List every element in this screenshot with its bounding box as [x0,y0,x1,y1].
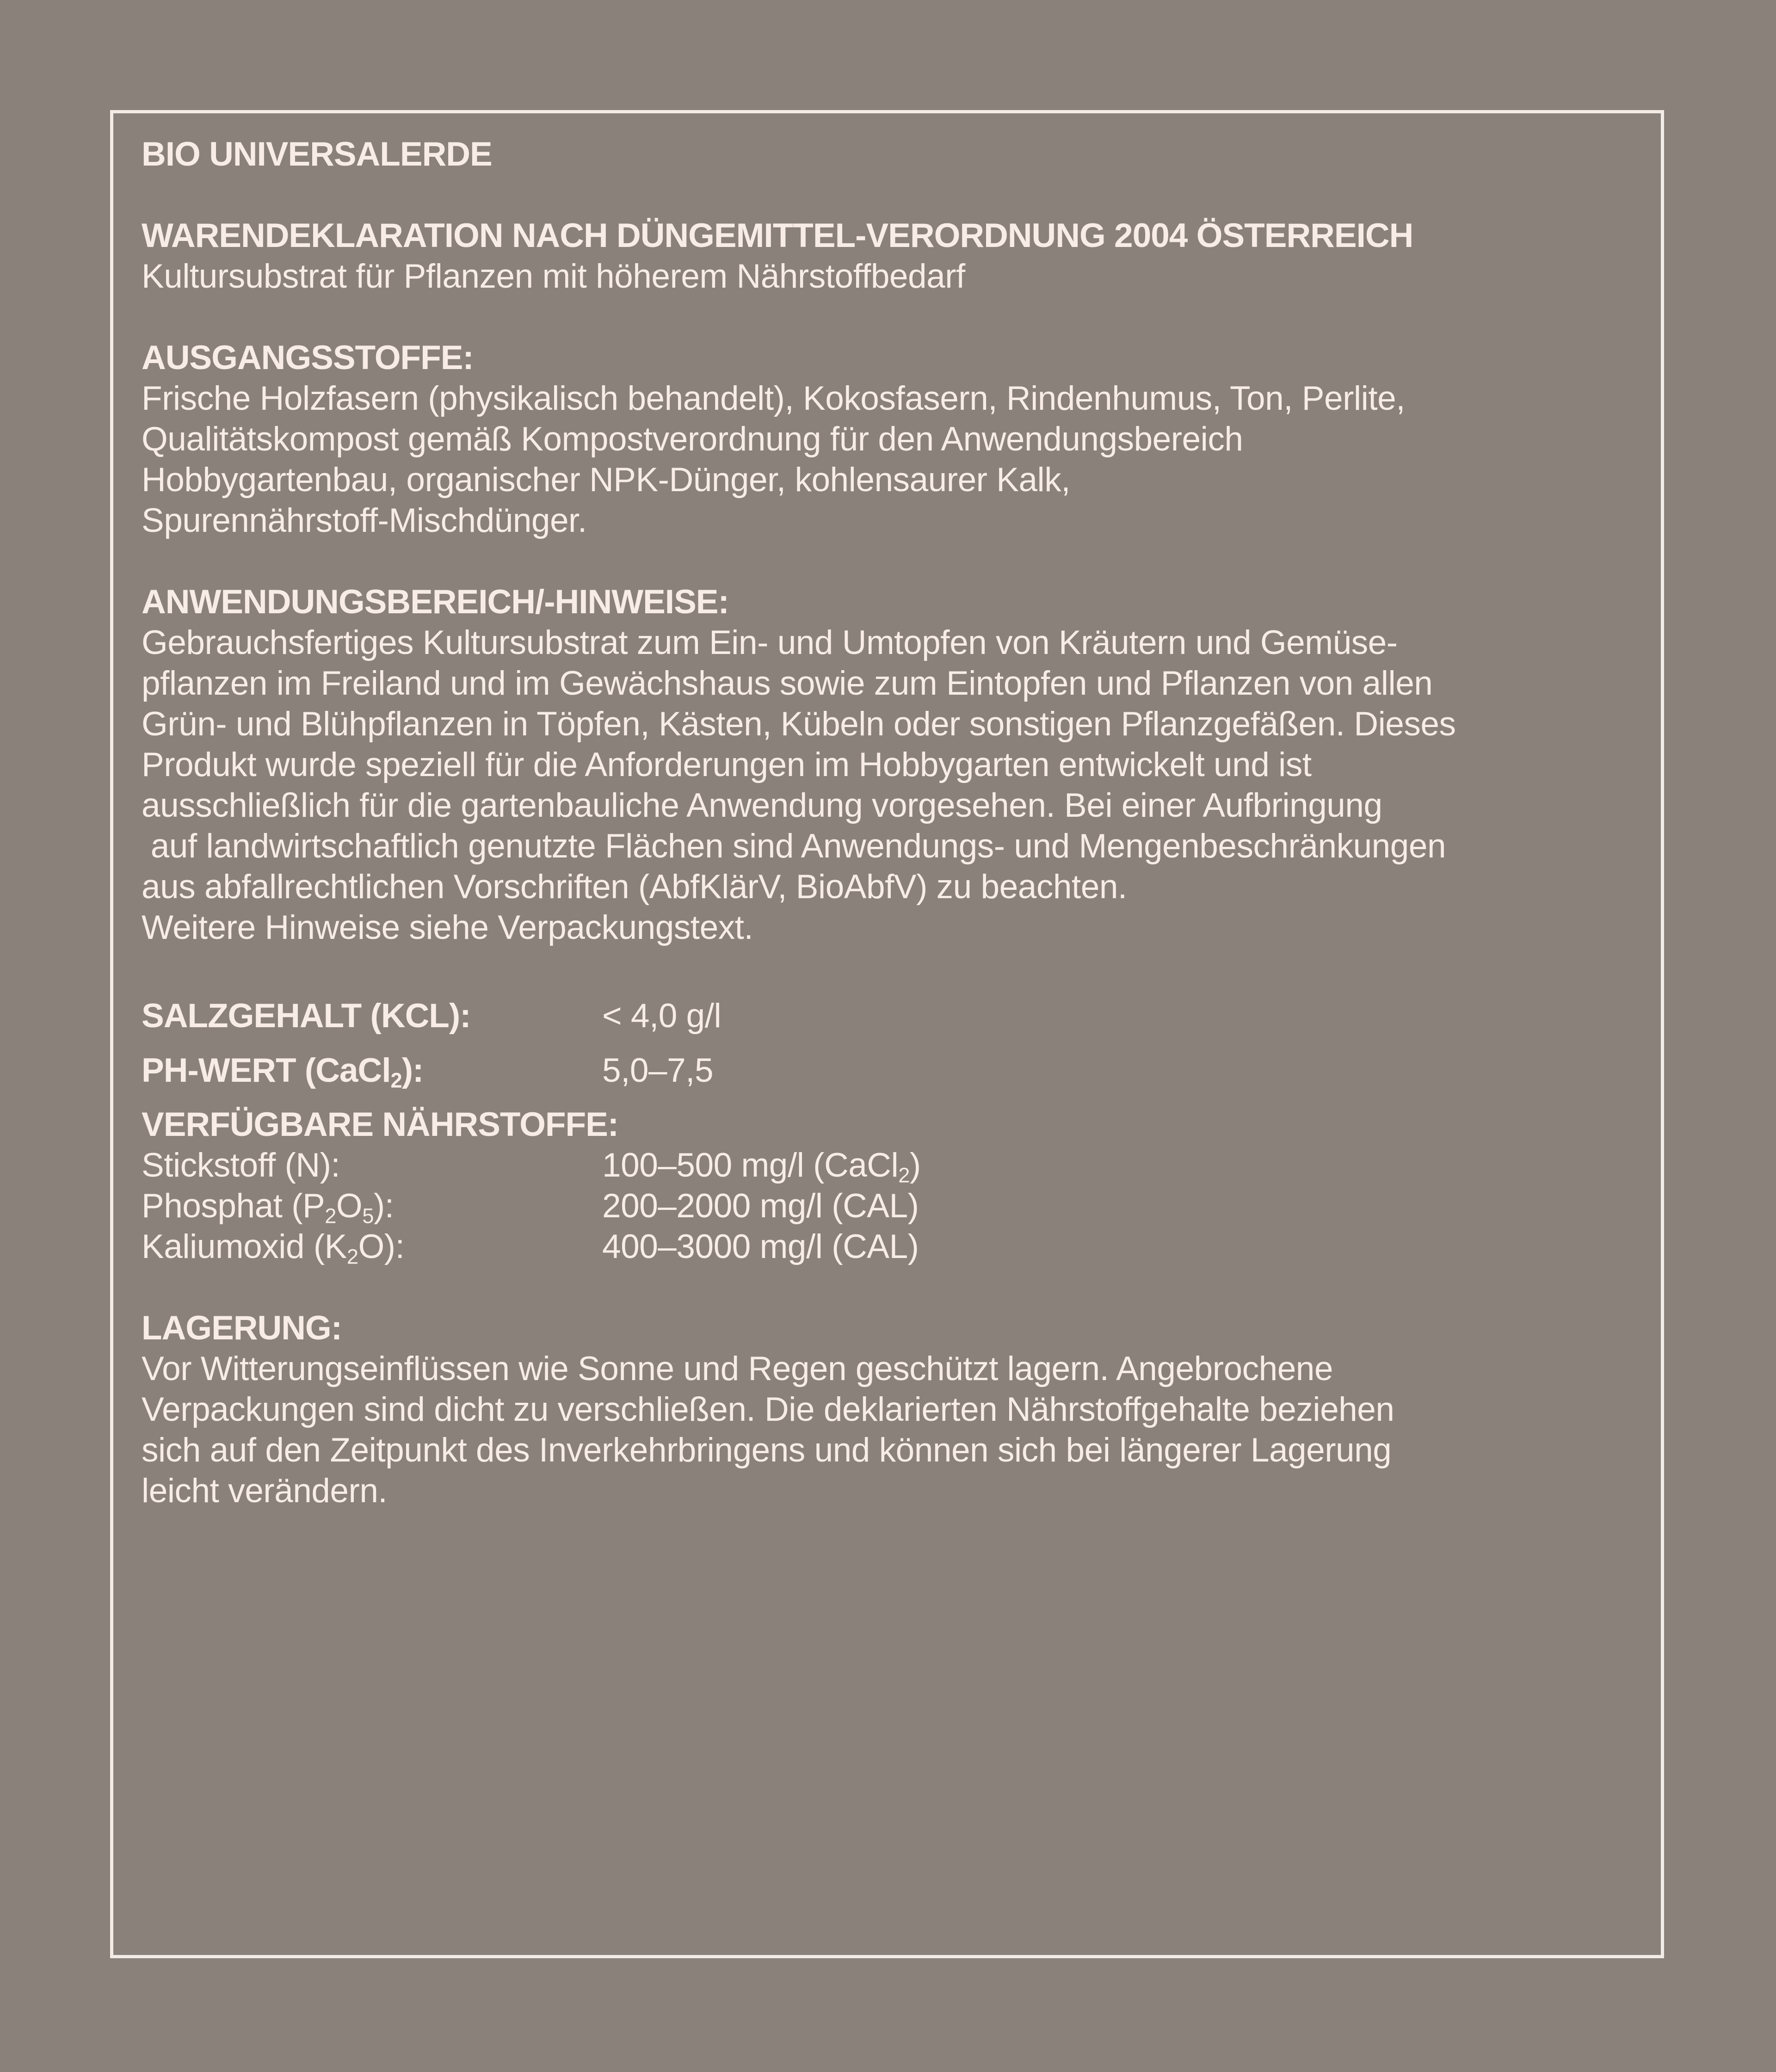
anwendung-line: pflanzen im Freiland und im Gewächshaus sowie zum Eintopfen und Pflanzen von allen [142,665,1433,702]
salzgehalt-label: SALZGEHALT (KCL): [142,997,471,1035]
anwendung-line: auf landwirtschaftlich genutzte Flächen sind Anwendungs- und Mengenbeschränkungen [142,827,1446,865]
ausgangsstoffe-line: Qualitätskompost gemäß Kompostverordnung für den Anwendungsbereich [142,420,1243,458]
anwendung-line: aus abfallrechtlichen Vorschriften (AbfKlärV, BioAbfV) zu beachten. [142,868,1127,906]
lagerung-line: sich auf den Zeitpunkt des Inverkehrbringens und können sich bei längerer Lagerung [142,1431,1392,1469]
declaration-subtitle: Kultursubstrat für Pflanzen mit höherem Nährstoffbedarf [142,258,965,295]
phosphat-row [142,1186,1645,1227]
ausgangsstoffe-line: Hobbygartenbau, organischer NPK-Dünger, kohlensaurer Kalk, [142,461,1071,499]
kalium-row [142,1227,1645,1267]
stickstoff-value: 100–500 mg/l (CaCl$_2$) [602,1147,921,1187]
declaration-text [142,134,1645,1511]
salzgehalt-value: < 4,0 g/l [602,997,722,1035]
lagerung-line: leicht verändern. [142,1472,388,1510]
product-title: BIO UNIVERSALERDE [142,136,492,173]
anwendung-line: Gebrauchsfertiges Kultursubstrat zum Ein- und Umtopfen von Kräutern und Gemüse- [142,624,1398,661]
kalium-value: 400–3000 mg/l (CAL) [602,1228,919,1265]
stickstoff-label: Stickstoff (N): [142,1147,340,1184]
lagerung-line: Vor Witterungseinflüssen wie Sonne und Regen geschützt lagern. Angebrochene [142,1350,1333,1388]
ausgangsstoffe-line: Frische Holzfasern (physikalisch behandelt), Kokosfasern, Rindenhumus, Ton, Perlite, [142,380,1405,417]
anwendung-line: ausschließlich für die gartenbauliche Anwendung vorgesehen. Bei einer Aufbringung [142,787,1382,824]
ausgangsstoffe-heading: AUSGANGSSTOFFE: [142,339,474,376]
ausgangsstoffe-line: Spurennährstoff-Mischdünger. [142,502,587,539]
stickstoff-row [142,1145,1645,1186]
phwert-value: 5,0–7,5 [602,1052,714,1089]
phosphat-label: Phosphat $(P_2O_5)$: [142,1187,394,1228]
anwendung-line: Weitere Hinweise siehe Verpackungstext. [142,909,753,946]
lagerung-heading: LAGERUNG: [142,1309,342,1347]
kalium-label: Kaliumoxid $(K_2O)$: [142,1228,405,1269]
salzgehalt-row [142,989,1645,1043]
anwendung-line: Grün- und Blühpflanzen in Töpfen, Kästen, Kübeln oder sonstigen Pflanzgefäßen. Dieses [142,705,1456,743]
declaration-heading: WARENDEKLARATION NACH DÜNGEMITTEL-VERORDNUNG 2004 ÖSTERREICH [142,217,1413,254]
lagerung-line: Verpackungen sind dicht zu verschließen. Die deklarierten Nährstoffgehalte beziehen [142,1391,1394,1428]
phwert-row [142,1043,1645,1098]
phosphat-value: 200–2000 mg/l (CAL) [602,1187,919,1225]
phwert-label: PH-WERT (CaCl$_2$): [142,1052,424,1092]
naehrstoffe-heading: VERFÜGBARE NÄHRSTOFFE: [142,1106,619,1143]
anwendung-heading: ANWENDUNGSBEREICH/-HINWEISE: [142,583,729,621]
anwendung-line: Produkt wurde speziell für die Anforderungen im Hobbygarten entwickelt und ist [142,746,1312,783]
